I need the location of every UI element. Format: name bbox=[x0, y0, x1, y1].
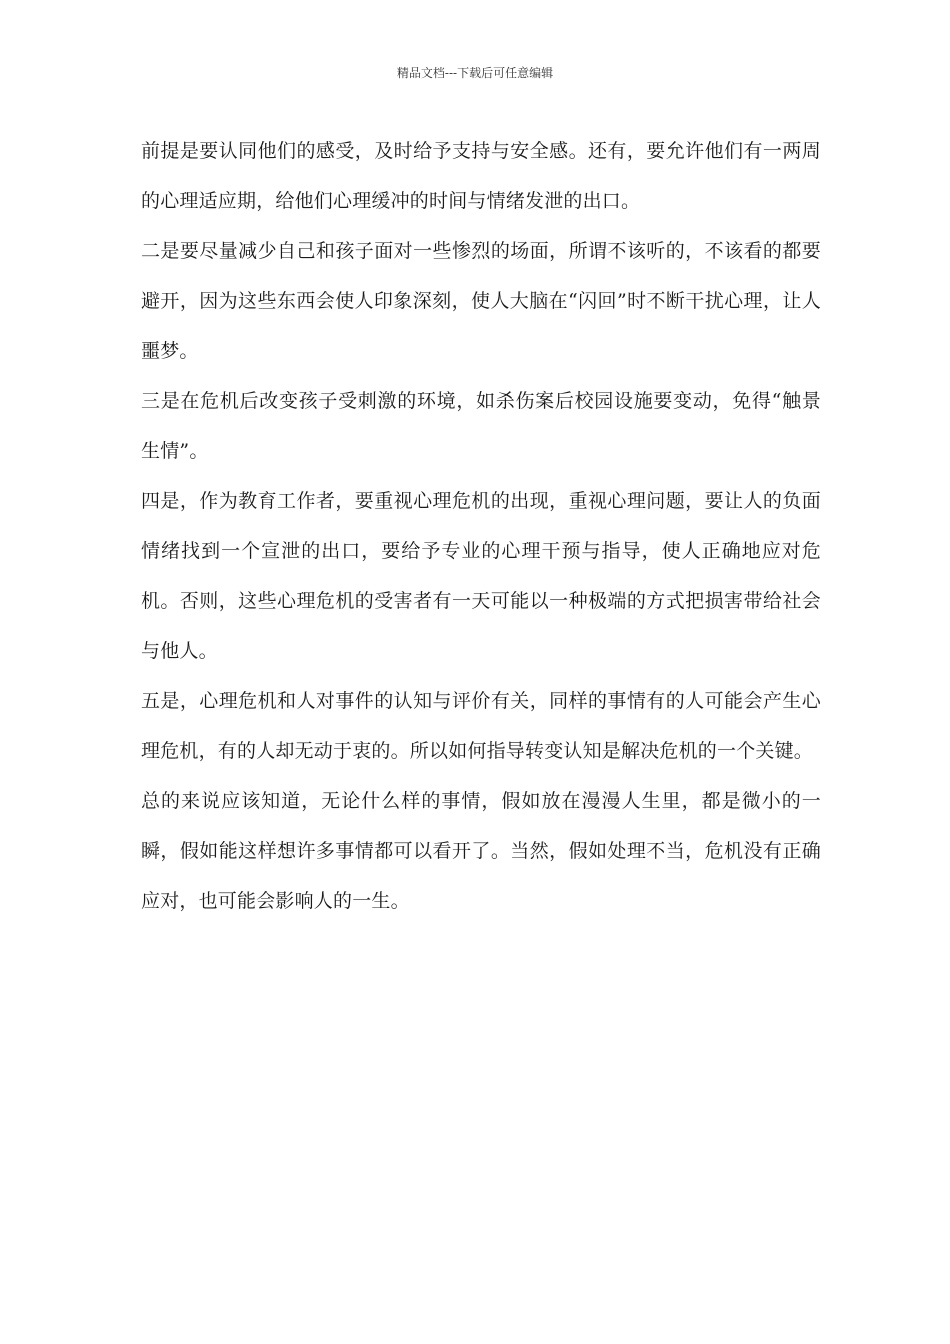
paragraph-3: 三是在危机后改变孩子受刺激的环境，如杀伤案后校园设施要变动，免得“触景生情”。 bbox=[141, 390, 821, 462]
document-body bbox=[141, 126, 821, 926]
paragraph-1: 前提是要认同他们的感受，及时给予支持与安全感。还有，要允许他们有一两周的心理适应期，给他们心理缓冲的时间与情绪发泄的出口。 bbox=[141, 140, 821, 212]
page-header: 精品文档---下载后可任意编辑 bbox=[396, 66, 554, 80]
paragraph-5: 五是，心理危机和人对事件的认知与评价有关，同样的事情有的人可能会产生心理危机，有的人却无动于衷的。所以如何指导转变认知是解决危机的一个关键。 bbox=[141, 690, 821, 762]
paragraph-2: 二是要尽量减少自己和孩子面对一些惨烈的场面，所谓不该听的，不该看的都要避开，因为这些东西会使人印象深刻，使人大脑在“闪回”时不断干扰心理，让人噩梦。 bbox=[141, 240, 821, 362]
paragraph-4: 四是，作为教育工作者，要重视心理危机的出现，重视心理问题，要让人的负面情绪找到一个宣泄的出口，要给予专业的心理干预与指导，使人正确地应对危机。否则，这些心理危机的受害者有一天可能以一种极端的方式把损害带给社会与他人。 bbox=[141, 490, 821, 662]
paragraph-6: 总的来说应该知道，无论什么样的事情，假如放在漫漫人生里，都是微小的一瞬，假如能这样想许多事情都可以看开了。当然，假如处理不当，危机没有正确应对，也可能会影响人的一生。 bbox=[141, 790, 821, 912]
